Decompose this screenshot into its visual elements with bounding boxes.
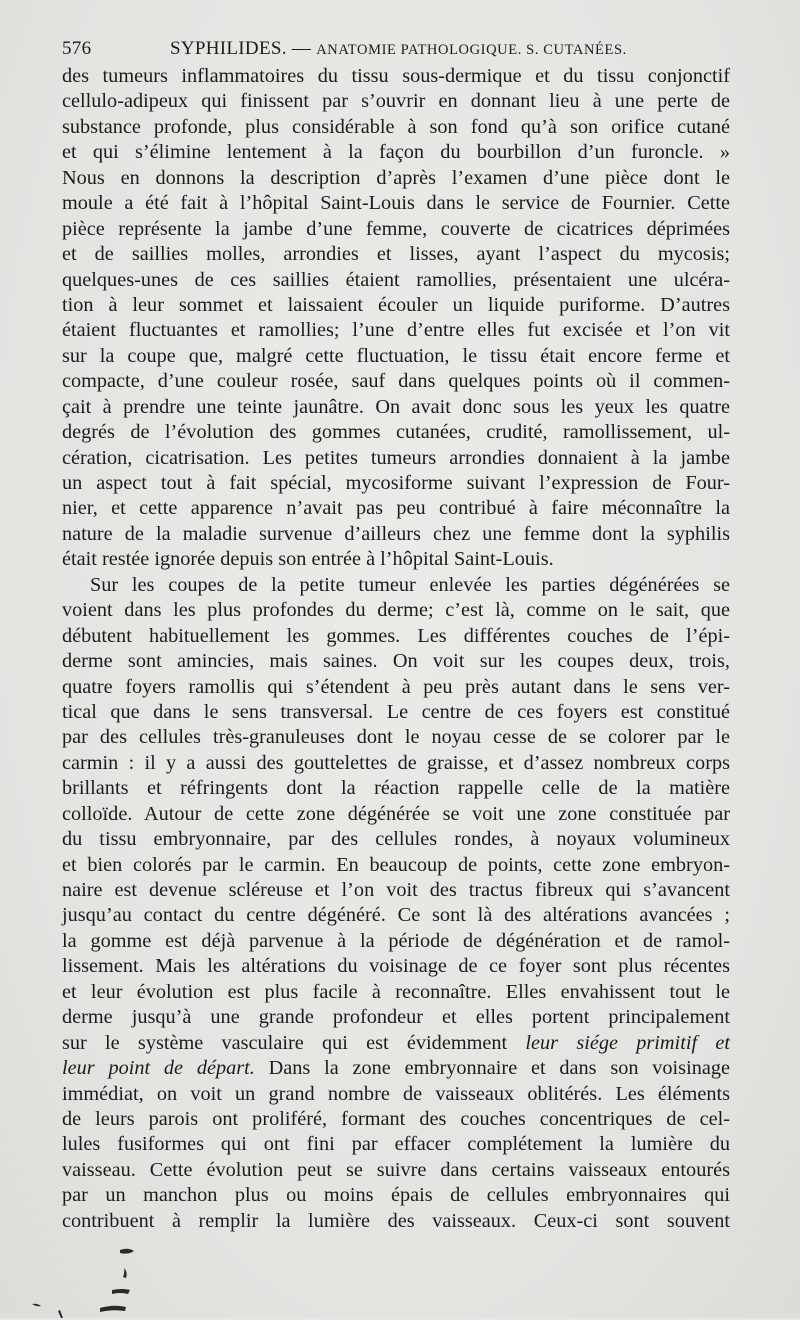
text-line: compacte, d’une couleur rosée, sauf dans quelques points où il commen- — [62, 370, 730, 393]
text-line: degrés de l’évolution des gommes cutanées, crudité, ramollissement, ul- — [62, 421, 730, 444]
text-line: voient dans les plus profondes du derme; c’est là, comme on le sait, que — [62, 599, 730, 622]
text-line: des tumeurs inflammatoires du tissu sous-dermique et du tissu conjonctif — [62, 65, 730, 87]
text-line: lules fusiformes qui ont fini par effacer complétement la lumière du — [62, 1133, 730, 1156]
text-segment: Dans la zone embryonnaire et dans son voisinage — [268, 1057, 730, 1080]
text-line: brillants et réfringents dont la réaction rappelle celle de la matière — [62, 777, 730, 800]
page-number: 576 — [62, 38, 92, 59]
text-line: pièce représente la jambe d’une femme, couverte de cicatrices déprimées — [62, 217, 730, 240]
text-line: Nous en donnons la description d’après l’examen d’une pièce dont le — [62, 166, 730, 189]
text-line: derme jusqu’à une grande profondeur et elles portent principalement — [62, 1006, 730, 1029]
text-line: du tissu embryonnaire, par des cellules rondes, à noyaux volumineux — [62, 828, 730, 851]
text-line: lissement. Mais les altérations du voisinage de ce foyer sont plus récentes — [62, 955, 730, 978]
paragraph-start-line: Sur les coupes de la petite tumeur enlevée les parties dégénérées se — [90, 573, 730, 596]
text-line: immédiat, on voit un grand nombre de vaisseaux oblitérés. Les éléments — [62, 1082, 730, 1105]
text-line: substance profonde, plus considérable à son fond qu’à son orifice cutané — [62, 115, 730, 138]
text-line: était restée ignorée depuis son entrée à l’hôpital Saint-Louis. — [62, 548, 554, 571]
text-line: quelques-unes de ces saillies étaient ramollies, présentaient une ulcéra- — [62, 268, 730, 291]
text-line: par un manchon plus ou moins épais de cellules embryonnaires qui — [62, 1184, 730, 1207]
text-line: çait à prendre une teinte jaunâtre. On avait donc sous les yeux les quatre — [62, 395, 730, 418]
text-line: sur la coupe que, malgré cette fluctuation, le tissu était encore ferme et — [62, 344, 730, 367]
text-line: étaient fluctuantes et ramollies; l’une d’entre elles fut excisée et l’on vit — [62, 319, 730, 342]
text-line: débutent habituellement les gommes. Les différentes couches de l’épi- — [62, 624, 730, 647]
text-line: quatre foyers ramollis qui s’étendent à peu près autant dans le sens ver- — [62, 675, 730, 698]
text-line: moule a été fait à l’hôpital Saint-Louis dans le service de Fournier. Cette — [62, 192, 730, 215]
text-line: cération, cicatrisation. Les petites tumeurs arrondies donnaient à la jambe — [62, 446, 730, 469]
text-line: de leurs parois ont proliféré, formant des couches concentriques de cel- — [62, 1107, 730, 1130]
text-line: carmin : il y a aussi des gouttelettes de graisse, et d’assez nombreux corps — [62, 751, 730, 774]
text-line: cellulo-adipeux qui finissent par s’ouvrir en donnant lieu à une perte de — [62, 90, 730, 113]
text-line: colloïde. Autour de cette zone dégénérée se voit une zone constituée par — [62, 802, 730, 825]
text-line: et leur évolution est plus facile à reconnaître. Elles envahissent tout le — [62, 980, 730, 1003]
header-subtitle: ANATOMIE PATHOLOGIQUE. S. CUTANÉES. — [316, 42, 627, 58]
running-header — [62, 38, 742, 64]
text-line: et de saillies molles, arrondies et lisses, ayant l’aspect du mycosis; — [62, 243, 730, 266]
text-line: la gomme est déjà parvenue à la période de dégénération et de ramol- — [62, 929, 730, 952]
text-line-with-italic — [62, 1031, 730, 1056]
text-line: derme sont amincies, mais saines. On voit sur les coupes deux, trois, — [62, 650, 730, 673]
text-line: nier, et cette apparence n’avait pas peu contribué à faire méconnaître la — [62, 497, 730, 520]
text-line: nature de la maladie survenue d’ailleurs chez une femme dont la syphilis — [62, 522, 730, 545]
italic-phrase: leur siége primitif et — [525, 1031, 730, 1054]
text-segment: sur le système vasculaire qui est évidemment — [62, 1031, 508, 1054]
ink-specks-decoration — [20, 1230, 180, 1320]
header-title-group — [170, 38, 627, 60]
text-line: jusqu’au contact du centre dégénéré. Ce sont là des altérations avancées ; — [62, 904, 730, 927]
body-text — [62, 64, 730, 1234]
text-line: par des cellules très-granuleuses dont le noyau cesse de se colorer par le — [62, 726, 730, 749]
text-line: contribuent à remplir la lumière des vaisseaux. Ceux-ci sont souvent — [62, 1209, 730, 1232]
text-line: et bien colorés par le carmin. En beaucoup de points, cette zone embryon- — [62, 853, 730, 876]
italic-phrase: leur point de départ. — [62, 1057, 255, 1080]
text-line: tical que dans le sens transversal. Le centre de ces foyers est constitué — [62, 700, 730, 723]
text-line: naire est devenue scléreuse et l’on voit des tractus fibreux qui s’avancent — [62, 879, 730, 901]
text-line-with-italic — [62, 1056, 730, 1081]
text-line: tion à leur sommet et laissaient écouler un liquide puriforme. D’autres — [62, 293, 730, 316]
text-line: un aspect tout à fait spécial, mycosiforme suivant l’expression de Four- — [62, 472, 730, 494]
header-title: SYPHILIDES. — — [170, 38, 312, 59]
text-line: et qui s’élimine lentement à la façon du bourbillon d’un furoncle. » — [62, 141, 730, 164]
text-line: vaisseau. Cette évolution peut se suivre dans certains vaisseaux entourés — [62, 1158, 730, 1181]
